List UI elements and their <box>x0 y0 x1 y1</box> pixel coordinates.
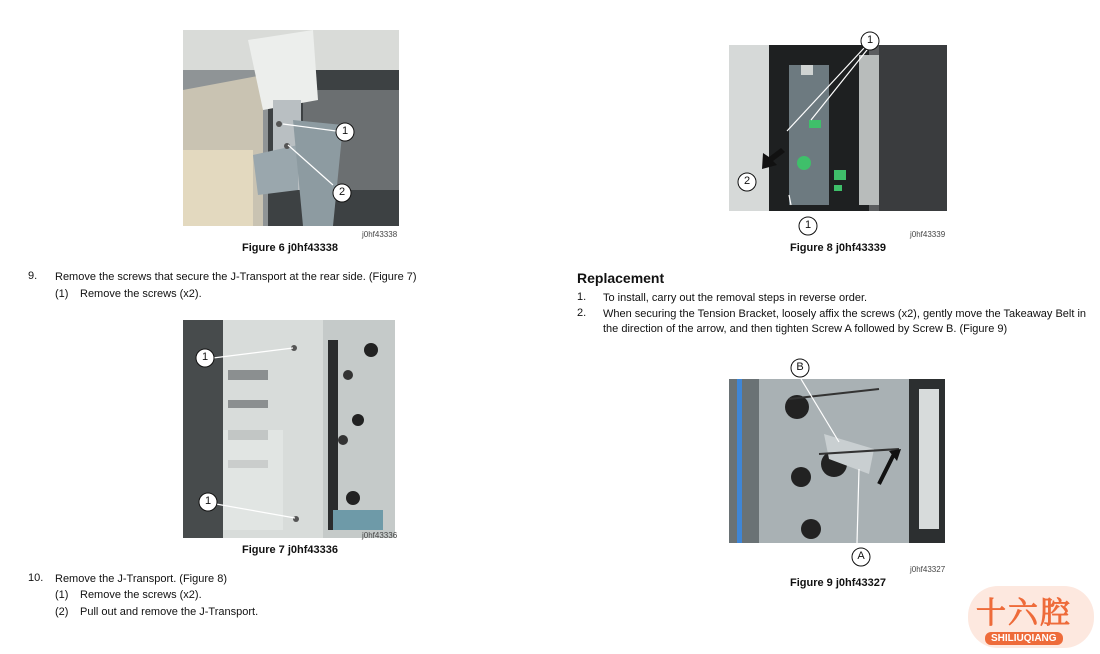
figure-9-caption: Figure 9 j0hf43327 <box>790 577 886 589</box>
step-9-text: Remove the screws that secure the J-Transport at the rear side. (Figure 7) <box>55 271 417 283</box>
figure-6-caption: Figure 6 j0hf43338 <box>242 242 338 254</box>
replacement-1-number: 1. <box>577 291 587 303</box>
step-9-sub-1-text: Remove the screws (x2). <box>80 288 202 300</box>
step-9-number: 9. <box>28 270 38 282</box>
watermark-logo-english: SHILIUQIANG <box>985 632 1063 645</box>
watermark-logo-chinese: 十六腔 <box>976 596 1072 631</box>
figure-9-code: j0hf43327 <box>910 565 946 574</box>
step-9-sub-1-number: (1) <box>55 288 69 300</box>
step-10-sub-2-text: Pull out and remove the J-Transport. <box>80 606 259 618</box>
figure-9-photo <box>729 379 945 543</box>
figure-7-code: j0hf43336 <box>362 531 398 540</box>
figure-7-caption: Figure 7 j0hf43336 <box>242 544 338 556</box>
step-10-sub-1-number: (1) <box>55 589 69 601</box>
figure-9-callout-b: B <box>796 361 804 373</box>
figure-8-caption: Figure 8 j0hf43339 <box>790 242 886 254</box>
figure-9-callout-a: A <box>857 550 865 562</box>
replacement-2-text-line1: When securing the Tension Bracket, loosely affix the screws (x2), gently move the Takeaway Belt in <box>603 308 1087 320</box>
figure-6-photo <box>183 30 399 226</box>
step-10-sub-2-number: (2) <box>55 606 69 618</box>
figure-8-photo <box>729 45 947 211</box>
figure-8-callout-2: 2 <box>743 175 751 187</box>
replacement-heading: Replacement <box>577 270 665 286</box>
replacement-2-number: 2. <box>577 307 587 319</box>
figure-8-callout-1-bottom: 1 <box>804 219 812 231</box>
figure-7-callout-1b: 1 <box>204 495 212 507</box>
replacement-1-text: To install, carry out the removal steps in reverse order. <box>603 292 868 304</box>
figure-6-code: j0hf43338 <box>362 230 398 239</box>
step-10-text: Remove the J-Transport. (Figure 8) <box>55 573 227 585</box>
figure-6-callout-1: 1 <box>341 125 349 137</box>
replacement-2-text-line2: the direction of the arrow, and then tighten Screw A followed by Screw B. (Figure 9) <box>603 323 1008 335</box>
figure-6-callout-2: 2 <box>338 186 346 198</box>
step-10-sub-1-text: Remove the screws (x2). <box>80 589 202 601</box>
figure-7-photo <box>183 320 398 540</box>
figure-7-callout-1a: 1 <box>201 351 209 363</box>
figure-8-callout-1-top: 1 <box>866 34 874 46</box>
figure-8-code: j0hf43339 <box>910 230 946 239</box>
step-10-number: 10. <box>28 572 44 584</box>
